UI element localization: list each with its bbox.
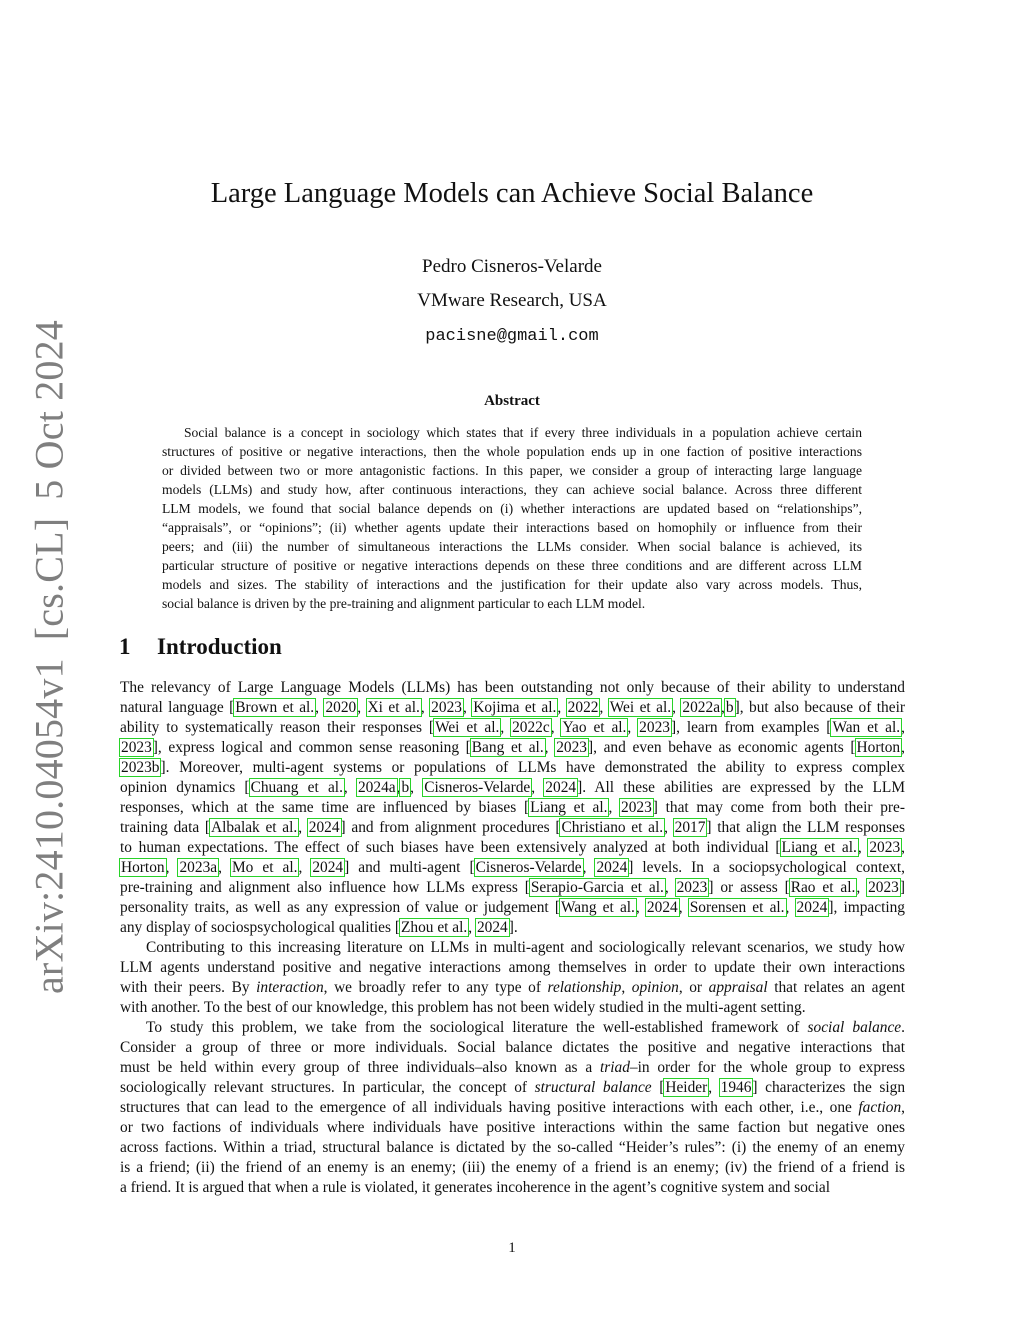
citation-link[interactable]: 2022a [682,699,721,716]
text-run: , [218,859,231,876]
citation-link[interactable]: 2020 [325,699,357,716]
citation-link[interactable]: 2023 [431,699,462,716]
text-run: , [462,699,473,716]
text-run: , [664,819,674,836]
citation-link[interactable]: b [725,699,734,716]
citation-link[interactable]: Serapio-Garcia et al. [530,879,664,896]
citation-link[interactable]: Xi et al. [367,699,420,716]
text-run: , [550,719,562,736]
citation-link[interactable]: 2023a [179,859,218,876]
body-line [120,738,905,758]
body-line [120,1098,905,1118]
citation-link[interactable]: 2023 [556,739,587,756]
text-run: , [500,719,512,736]
section-title: Introduction [157,634,282,659]
abstract-line: Social balance is a concept in sociology which states that if every three individuals in a population achieve certain [184,425,862,440]
text-run: –in order for the whole group to express [629,1059,906,1076]
abstract-line: “appraisals”, or “opinions”; (ii) whether agents update their interactions based on homophily or influence from their [162,520,862,535]
text-run: , [708,1079,720,1096]
abstract-line: models (LLMs) and study how, after continuous interactions, they can achieve social balance. Across three different [162,482,862,497]
text-run: , [343,779,357,796]
text-run: across factions. Within a triad, structural balance is dictated by the so-called “Heider’s rules”: (i) the enemy of an enemy [120,1139,905,1156]
text-run: , [165,859,179,876]
arxiv-category: [cs.CL] [26,517,72,641]
body-line [120,798,905,818]
abstract-line: models and sizes. The stability of interactions and the justification for their update also vary across models. Thus, [162,577,862,592]
body-line [120,1118,905,1138]
arxiv-identifier [26,320,73,994]
citation-link[interactable]: Albalak et al. [211,819,298,836]
abstract-line: LLM models, we found that social balance depends on (i) whether interactions are updated based on “relationships”, [162,501,862,516]
text-run: , [468,919,476,936]
citation-link[interactable]: Horton [121,859,165,876]
citation-link[interactable]: Wang et al. [561,899,635,916]
text-run: a friend. It is argued that when a rule is violated, it generates incoherence in the agent’s cognitive system and social [120,1179,831,1196]
text-run: , [298,819,308,836]
body-line [120,1078,905,1098]
body-line [120,718,905,738]
body-line [120,878,905,898]
citation-link[interactable]: Bang et al. [471,739,544,756]
emphasized-term: structural balance [534,1079,652,1096]
citation-link[interactable]: Horton [856,739,901,756]
citation-link[interactable]: 2024 [312,859,344,876]
citation-link[interactable]: Sorensen et al. [689,899,785,916]
text-run: , we broadly refer to any type of [323,979,548,996]
body-line [120,1058,905,1078]
text-run: ] and multi-agent [ [344,859,475,876]
text-run: ] levels. In a sociopsychological context, [628,859,905,876]
citation-link[interactable]: Mo et al. [231,859,298,876]
author-affiliation: VMware Research, USA [417,290,607,311]
abstract-line: peers; and (iii) the number of simultaneous interactions the LLMs consider. When social balance is achieved, its [162,539,862,554]
body-line [120,898,905,918]
body-line [120,758,905,778]
citation-link[interactable]: Chuang et al. [250,779,343,796]
citation-link[interactable]: 2022 [567,699,599,716]
text-run: pre-training and alignment also influence how LLMs express [ [120,879,530,896]
citation-link[interactable]: Yao et al. [562,719,627,736]
text-run: with another. To the best of our knowledge, this problem has not been widely studied in the multi-agent setting. [120,999,806,1016]
section-heading [119,634,282,660]
paper-title: Large Language Models can Achieve Social Balance [210,178,814,209]
citation-link[interactable]: 2023b [121,759,160,776]
body-line [120,678,905,698]
text-run: [ [651,1079,665,1096]
text-run: , [582,859,596,876]
author-name: Pedro Cisneros-Velarde [422,256,602,277]
text-run: , [410,779,424,796]
body-line [120,1038,905,1058]
text-run: , [635,899,646,916]
citation-link[interactable]: Liang et al. [781,839,857,856]
text-run: sociologically relevant structures. In particular, the concept of [120,1079,535,1096]
citation-link[interactable]: Rao et al. [790,879,856,896]
text-run: ], impacting [828,899,906,916]
text-run: that relates an agent [767,979,905,996]
text-run: , [420,699,431,716]
text-run: ], express logical and common sense reasoning [ [152,739,471,756]
text-run: , [856,879,868,896]
text-run: ]. All these abilities are expressed by the LLM [577,779,906,796]
body-line [120,1138,905,1158]
text-run: , [531,779,545,796]
text-run: ] that may come from both their pre- [652,799,905,816]
body-line [120,858,905,878]
citation-link[interactable]: 2024 [545,779,577,796]
text-run: ] or assess [ [708,879,790,896]
section-number: 1 [119,634,131,659]
text-run: with their peers. By [120,979,257,996]
abstract-line: particular structure of positive or negative interactions depends on these three conditions and are different across LLM [162,558,862,573]
text-run: , [357,699,367,716]
text-run: , [857,839,869,856]
text-run: or two factions of individuals where individuals have positive interactions within the same faction but negative ones [120,1119,905,1136]
text-run: ] that align the LLM responses [706,819,905,836]
citation-link[interactable]: 2023 [621,799,652,816]
citation-link[interactable]: 2024 [646,899,678,916]
text-run: , [672,699,682,716]
text-run: , [621,979,632,996]
abstract-line: or divided between two or more antagonistic factions. In this paper, we consider a group of interacting large language [162,463,862,478]
citation-link[interactable]: Brown et al. [235,699,315,716]
text-run: training data [ [120,819,211,836]
body-line [120,1018,905,1038]
citation-link[interactable]: 2024 [308,819,340,836]
body-line [120,1158,905,1178]
citation-link[interactable]: b [401,779,410,796]
emphasized-term: relationship [547,979,622,996]
text-run: must be held within every group of three individuals–also known as a [120,1059,600,1076]
text-run: The relevancy of Large Language Models (LLMs) has been outstanding not only because of their ability to understand [120,679,905,696]
text-run: , or [678,979,709,996]
text-run: , [721,699,725,716]
citation-link[interactable]: Christiano et al. [561,819,664,836]
text-run: LLM agents understand positive and negative interactions among themselves in order to update their own interactions [120,959,905,976]
abstract-line: social balance is driven by the pre-training and alignment particular to each LLM model. [162,596,646,611]
text-run: ], but also because of their [734,699,905,716]
text-run: , [627,719,639,736]
text-run: , [678,899,689,916]
text-run: . [901,1019,905,1036]
abstract-heading: Abstract [484,393,540,409]
body-line [120,958,905,978]
citation-link[interactable]: Wei et al. [435,719,500,736]
body-line [120,978,905,998]
text-run: opinion dynamics [ [120,779,250,796]
arxiv-date: 5 Oct 2024 [26,319,72,500]
text-run: , [544,739,556,756]
citation-link[interactable]: 2023 [121,739,152,756]
citation-link[interactable]: 2024a [357,779,396,796]
citation-link[interactable]: Cisneros-Velarde [424,779,531,796]
text-run: , [298,859,312,876]
text-run: ] characterizes the sign [752,1079,906,1096]
text-run: To study this problem, we take from the sociological literature the well-established framework of [146,1019,808,1036]
text-run: is a friend; (ii) the friend of an enemy is an enemy; (iii) the enemy of a friend is an enemy; (iv) the friend of a friend is [120,1159,905,1176]
text-run: ] [899,879,906,896]
citation-link[interactable]: 2023 [869,839,901,856]
citation-link[interactable]: Wei et al. [609,699,672,716]
text-run: to human expectations. The effect of such biases have been extensively analyzed at both individual [ [120,839,781,856]
text-run: ]. Moreover, multi-agent systems or populations of LLMs have demonstrated the ability to express complex [160,759,905,776]
text-run: ] and from alignment procedures [ [340,819,561,836]
text-run: , [664,879,676,896]
text-run: responses, which at the same time are influenced by biases [ [120,799,530,816]
citation-link[interactable]: 1946 [720,1079,752,1096]
citation-link[interactable]: Liang et al. [530,799,608,816]
text-run: ], learn from examples [ [670,719,832,736]
body-line [120,1178,905,1198]
text-run: , [557,699,567,716]
emphasized-term: social balance [807,1019,902,1036]
text-run: Consider a group of three or more individuals. Social balance dictates the positive and negative interactions that [120,1039,905,1056]
arxiv-sidebar [5,319,93,995]
body-line [120,818,905,838]
body-line [120,698,905,718]
text-run: , [901,839,905,856]
text-run: any display of sociospsychological qualities [ [120,919,400,936]
citation-link[interactable]: Wan et al. [832,719,901,736]
citation-link[interactable]: Heider [665,1079,708,1096]
text-run: , [608,799,621,816]
emphasized-term: interaction [256,979,324,996]
emphasized-term: triad [599,1059,630,1076]
citation-link[interactable]: 2023 [676,879,708,896]
body-line [120,938,905,958]
author-email[interactable]: pacisne@gmail.com [425,327,599,346]
page-number: 1 [508,1240,516,1256]
citation-link[interactable]: 2023 [639,719,670,736]
text-run: Contributing to this increasing literature on LLMs in multi-agent and sociologically relevant scenarios, we study how [146,939,905,956]
citation-link[interactable]: Kojima et al. [473,699,557,716]
citation-link[interactable]: 2024 [596,859,628,876]
text-run: natural language [ [120,699,235,716]
text-run: ]. [508,919,518,936]
text-run: , [315,699,325,716]
emphasized-term: appraisal [708,979,768,996]
text-run: personality traits, as well as any expression of value or judgement [ [120,899,560,916]
text-run: , [396,779,401,796]
body-line [120,918,905,938]
text-run: ], and even behave as economic agents [ [587,739,856,756]
body-line [120,998,905,1018]
citation-link[interactable]: Cisneros-Velarde [475,859,582,876]
body-line [120,838,905,858]
text-run: , [785,899,796,916]
citation-link[interactable]: Zhou et al. [400,919,468,936]
emphasized-term: faction [858,1099,902,1116]
citation-link[interactable]: 2022c [512,719,550,736]
abstract-line: structures of positive or negative interactions, then the whole population ends up in one faction of positive interactions [162,444,862,459]
arxiv-id: arXiv:2410.04054v1 [26,658,72,995]
citation-link[interactable]: 2023 [868,879,899,896]
text-run: , [901,1099,905,1116]
emphasized-term: opinion [631,979,679,996]
text-run: , [901,719,905,736]
text-run: structures that can lead to the emergence of all individuals having positive interactions with each other, i.e., one [120,1099,859,1116]
citation-link[interactable]: 2024 [796,899,828,916]
text-run: , [901,739,905,756]
text-run: , [599,699,609,716]
text-run: ability to systematically reason their responses [ [120,719,435,736]
citation-link[interactable]: 2024 [476,919,508,936]
body-line [120,778,905,798]
citation-link[interactable]: 2017 [674,819,706,836]
